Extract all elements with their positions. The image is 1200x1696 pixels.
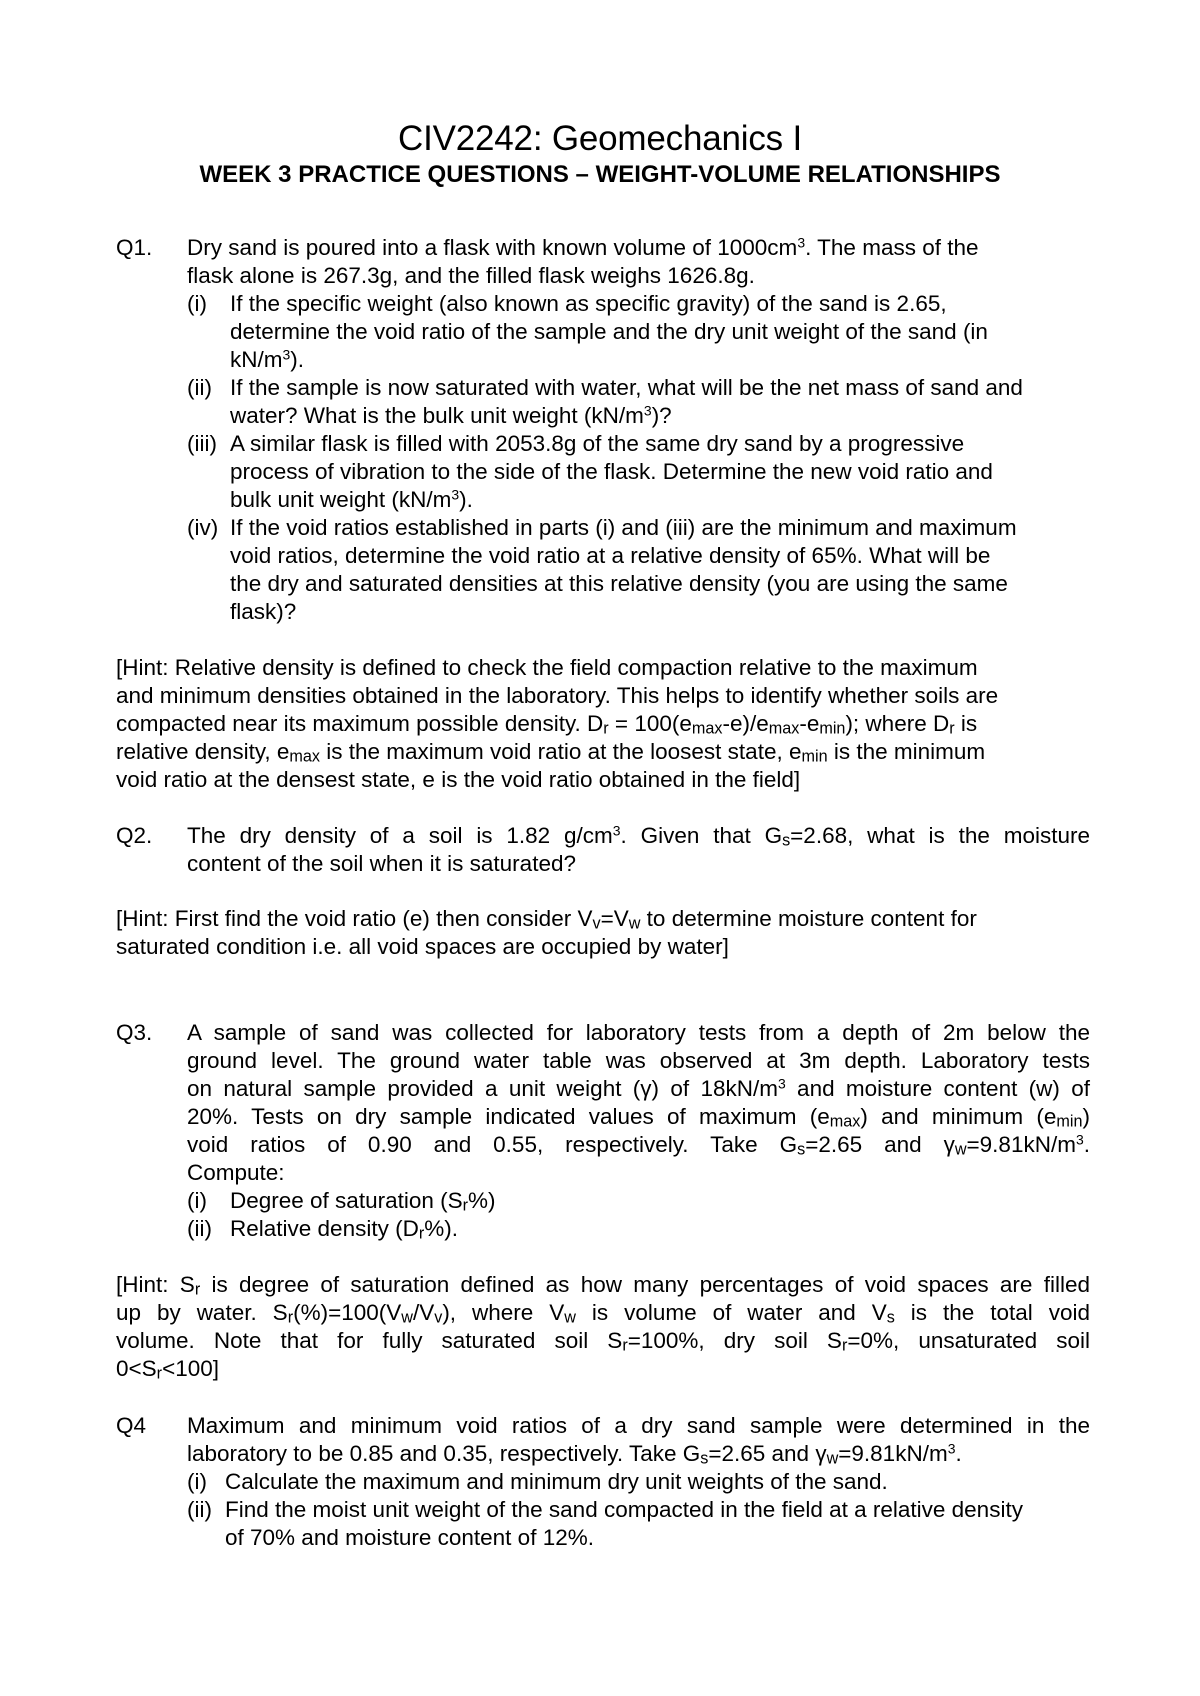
document-title: CIV2242: Geomechanics I (398, 119, 802, 158)
q1-intro: Dry sand is poured into a flask with known volume of $1000cm^3$. The mass of the flask alone is 267.3g, and the filled flask weighs 1626.8g. (187, 234, 979, 288)
q1-number: Q1. (116, 235, 153, 260)
q3-text: A sample of sand was collected for laboratory tests from a depth of 2m below the ground level. The ground water table was observed at 3m depth. Laboratory tests on natural sample provided a unit weight (γ) of $18kN/m^3$ and moisture content (w) of 20%. Tests on dry sample indicated values of maximum (emax) and minimum (emin) void ratios of 0.90 and 0.55, respectively. Take Gs=2.65 and $\gamma w=9.81kN/m^3$. Compute: (187, 1020, 1090, 1185)
q4-number: Q4 (116, 1413, 147, 1438)
q3-number: Q3. (116, 1020, 153, 1045)
q4-text: Maximum and minimum void ratios of a dry sand sample were determined in the laboratory to be 0.85 and 0.35, respectively. Take Gs=2.65 and $\gamma w=9.81kN/m^3$. (187, 1413, 1090, 1468)
q2-number: Q2. (116, 823, 153, 848)
q2-text: The dry density of a soil is 1.82 $g/cm^3$. Given that Gs=2.68, what is the moisture content of the soil when it is saturated? (187, 822, 1090, 876)
q3-hint: [Hint: Sr is degree of saturation defined as how many percentages of void spaces are filled up by water. Sr(%)=100(Vw/Vv), where Vw is volume of water and Vs is the total void volume. Note that for fully saturated soil Sr=100%, dry soil Sr=0%, unsaturated soil 0<Sr<100] (116, 1272, 1091, 1383)
q2-hint: [Hint: First find the void ratio (e) then consider Vv=Vw to determine moisture content for saturated condition i.e. all void spaces are occupied by water] (116, 906, 977, 959)
document-page: CIV2242: Geomechanics I WEEK 3 PRACTICE QUESTIONS – WEIGHT-VOLUME RELATIONSHIPS Q1. Dry sand is poured into a flask with known volume of $1000cm^3$. The mass of the flask alone is 267.3g, and the filled flask weighs 1626.8g. (i) If the specific weight (also known as specific gravity) of the sand is 2.65, determine the void ratio of the sample and the dry unit weight of the sand (in $kN/m^3$). (ii) If the sample is now saturated with water, what will be the net mass of sand and water? What is the bulk unit weight $(kN/m^3)$? (iii) A similar flask is filled with 2053.8g of the same dry sand by a progressive process of vibration to the side of the flask. Determine the new void ratio and bulk unit weight $(kN/m^3)$. (iv) If the void ratios established in parts (i) and (iii) are the minimum and maximum void ratios, determine the void ratio at a relative density of 65%. What will be the dry and saturated densities at this relative density (you are using the same flask)? [Hint: Relative density is defined to check the field compaction relative to the maximum and minimum densities obtained in the laboratory. This helps to identify whether soils are compacted near its maximum possible density. Dr = 100(emax-e)/emax-emin); where Dr is relative density, emax is the maximum void ratio at the loosest state, emin is the minimum void ratio at the densest state, e is the void ratio obtained in the field] Q2. The dry density of a soil is 1.82 $g/cm^3$. Given that Gs=2.68, what is the moisture content of the soil when it is saturated? [Hint: First find the void ratio (e) then consider Vv=Vw to determine moisture content for saturated condition i.e. all void spaces are occupied by water] Q3. A sample of sand was collected for laboratory tests from a depth of 2m below the ground level. The ground water table was observed at 3m depth. Laboratory tests on natural sample provided a unit weight (γ) of $18kN/m^3$ and moisture content (w) of 20%. Tests on dry sample indicated values of maximum (emax) and minimum (emin) void ratios of 0.90 and 0.55, respectively. Take Gs=2.65 and $\gamma w=9.81kN/m^3$. Compute: (i) Degree of saturation (Sr%) (ii) Relative density (Dr%). [Hint: Sr is degree of saturation defined as how many percentages of void spaces are filled up by water. Sr(%)=100(Vw/Vv), where Vw is volume of water and Vs is the total void volume. Note that for fully saturated soil Sr=100%, dry soil Sr=0%, unsaturated soil 0<Sr<100] Q4 Maximum and minimum void ratios of a dry sand sample were determined in the laboratory to be 0.85 and 0.35, respectively. Take Gs=2.65 and $\gamma w=9.81kN/m^3$. (i) Calculate the maximum and minimum dry unit weights of the sand. (ii) Find the moist unit weight of the sand compacted in the field at a relative density of 70% and moisture content of 12%. (0, 0, 1200, 1696)
document-subtitle: WEEK 3 PRACTICE QUESTIONS – WEIGHT-VOLUME RELATIONSHIPS (199, 161, 1001, 188)
q1-hint: [Hint: Relative density is defined to check the field compaction relative to the maximum and minimum densities obtained in the laboratory. This helps to identify whether soils are compacted near its maximum possible density. Dr = 100(emax-e)/emax-emin); where Dr is relative density, emax is the maximum void ratio at the loosest state, emin is the minimum void ratio at the densest state, e is the void ratio obtained in the field] (116, 655, 999, 792)
